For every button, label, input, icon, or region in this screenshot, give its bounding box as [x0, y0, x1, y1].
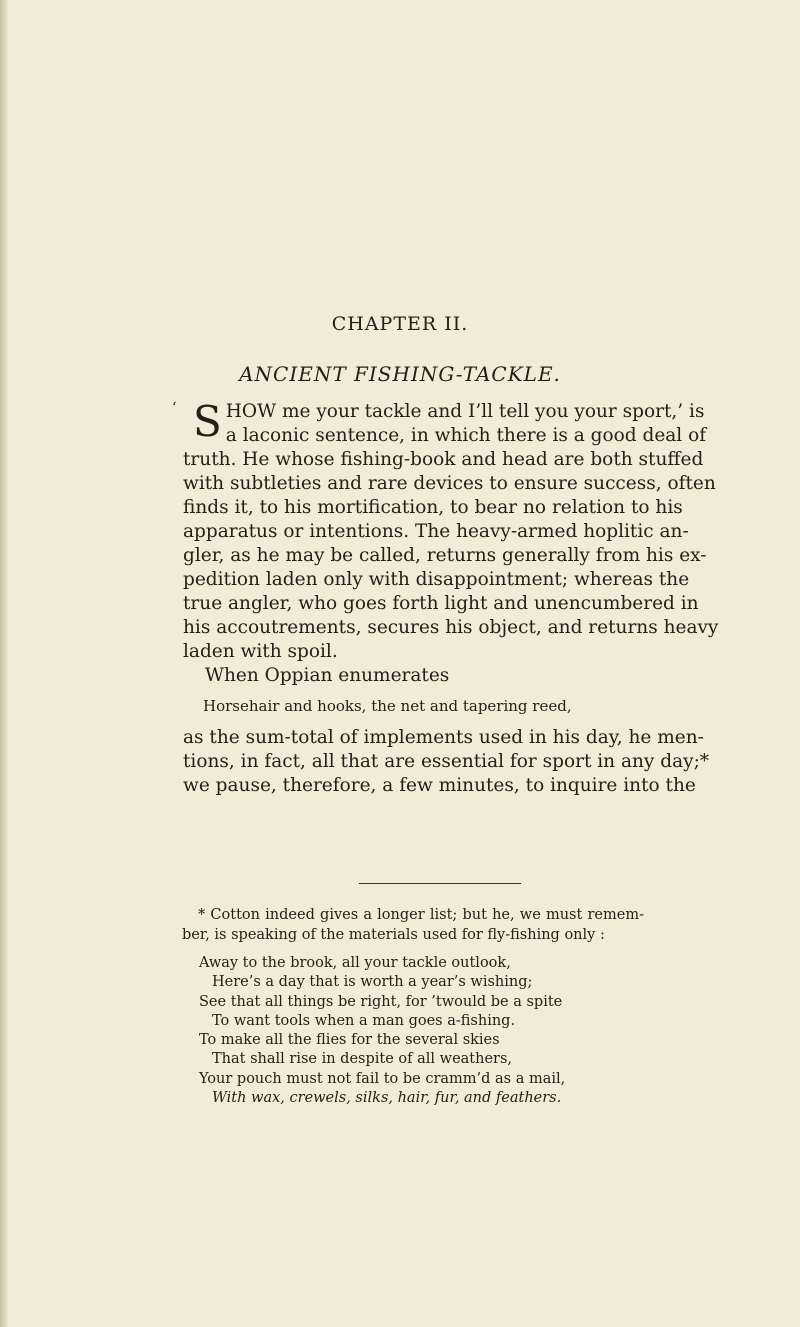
oppian-quote: Horsehair and hooks, the net and tapering reed,: [203, 697, 572, 715]
text-line: his accoutrements, secures his object, and returns heavy: [183, 617, 719, 638]
text-line: we pause, therefore, a few minutes, to inquire into the: [183, 775, 696, 796]
verse-line: Away to the brook, all your tackle outlook,: [199, 955, 511, 971]
text-line: gler, as he may be called, returns generally from his ex-: [183, 545, 707, 566]
footnote-line: ber, is speaking of the materials used for fly-fishing only :: [182, 927, 605, 943]
text-line: truth. He whose fishing-book and head are both stuffed: [183, 449, 704, 470]
paragraph-1: [172, 397, 719, 664]
text-line: with subtleties and rare devices to ensure success, often: [183, 473, 716, 494]
text-line: as the sum-total of implements used in his day, he men-: [183, 727, 704, 748]
verse-line: Here’s a day that is worth a year’s wishing;: [212, 974, 533, 991]
text-line: finds it, to his mortification, to bear no relation to his: [183, 497, 683, 518]
paragraph-2: [183, 664, 710, 798]
text-line: true angler, who goes forth light and unencumbered in: [183, 593, 699, 614]
text-line: HOW me your tackle and I’ll tell you your sport,’ is: [225, 401, 705, 422]
opening-quote: ‘: [172, 400, 177, 416]
text-line: a laconic sentence, in which there is a good deal of: [225, 425, 707, 446]
footnote: [182, 905, 644, 1108]
text-line: apparatus or intentions. The heavy-armed hoplitic an-: [183, 521, 689, 542]
verse-line: To make all the flies for the several skies: [199, 1032, 500, 1049]
drop-cap: S: [193, 397, 222, 446]
verse-line: Your pouch must not fail to be cramm’d as a mail,: [199, 1070, 566, 1087]
page-gutter-edge: [0, 0, 8, 1327]
verse-line: That shall rise in despite of all weathers,: [212, 1051, 513, 1068]
body-text: [172, 397, 719, 798]
footnote-verse: [182, 954, 644, 1108]
chapter-number: CHAPTER II.: [331, 313, 469, 335]
verse-line: See that all things be right, for ’twould be a spite: [199, 993, 563, 1010]
verse-line: With wax, crewels, silks, hair, fur, and feathers.: [212, 1090, 562, 1107]
text-line: When Oppian enumerates: [205, 665, 450, 686]
footnote-line: * Cotton indeed gives a longer list; but he, we must remem-: [198, 907, 644, 923]
text-line: laden with spoil.: [183, 641, 338, 662]
footnote-divider: [359, 883, 521, 884]
verse-line: To want tools when a man goes a-fishing.: [212, 1012, 516, 1029]
chapter-title: ANCIENT FISHING-TACKLE.: [239, 362, 561, 386]
text-line: pedition laden only with disappointment; whereas the: [183, 569, 690, 590]
text-line: tions, in fact, all that are essential for sport in any day;*: [183, 751, 710, 772]
